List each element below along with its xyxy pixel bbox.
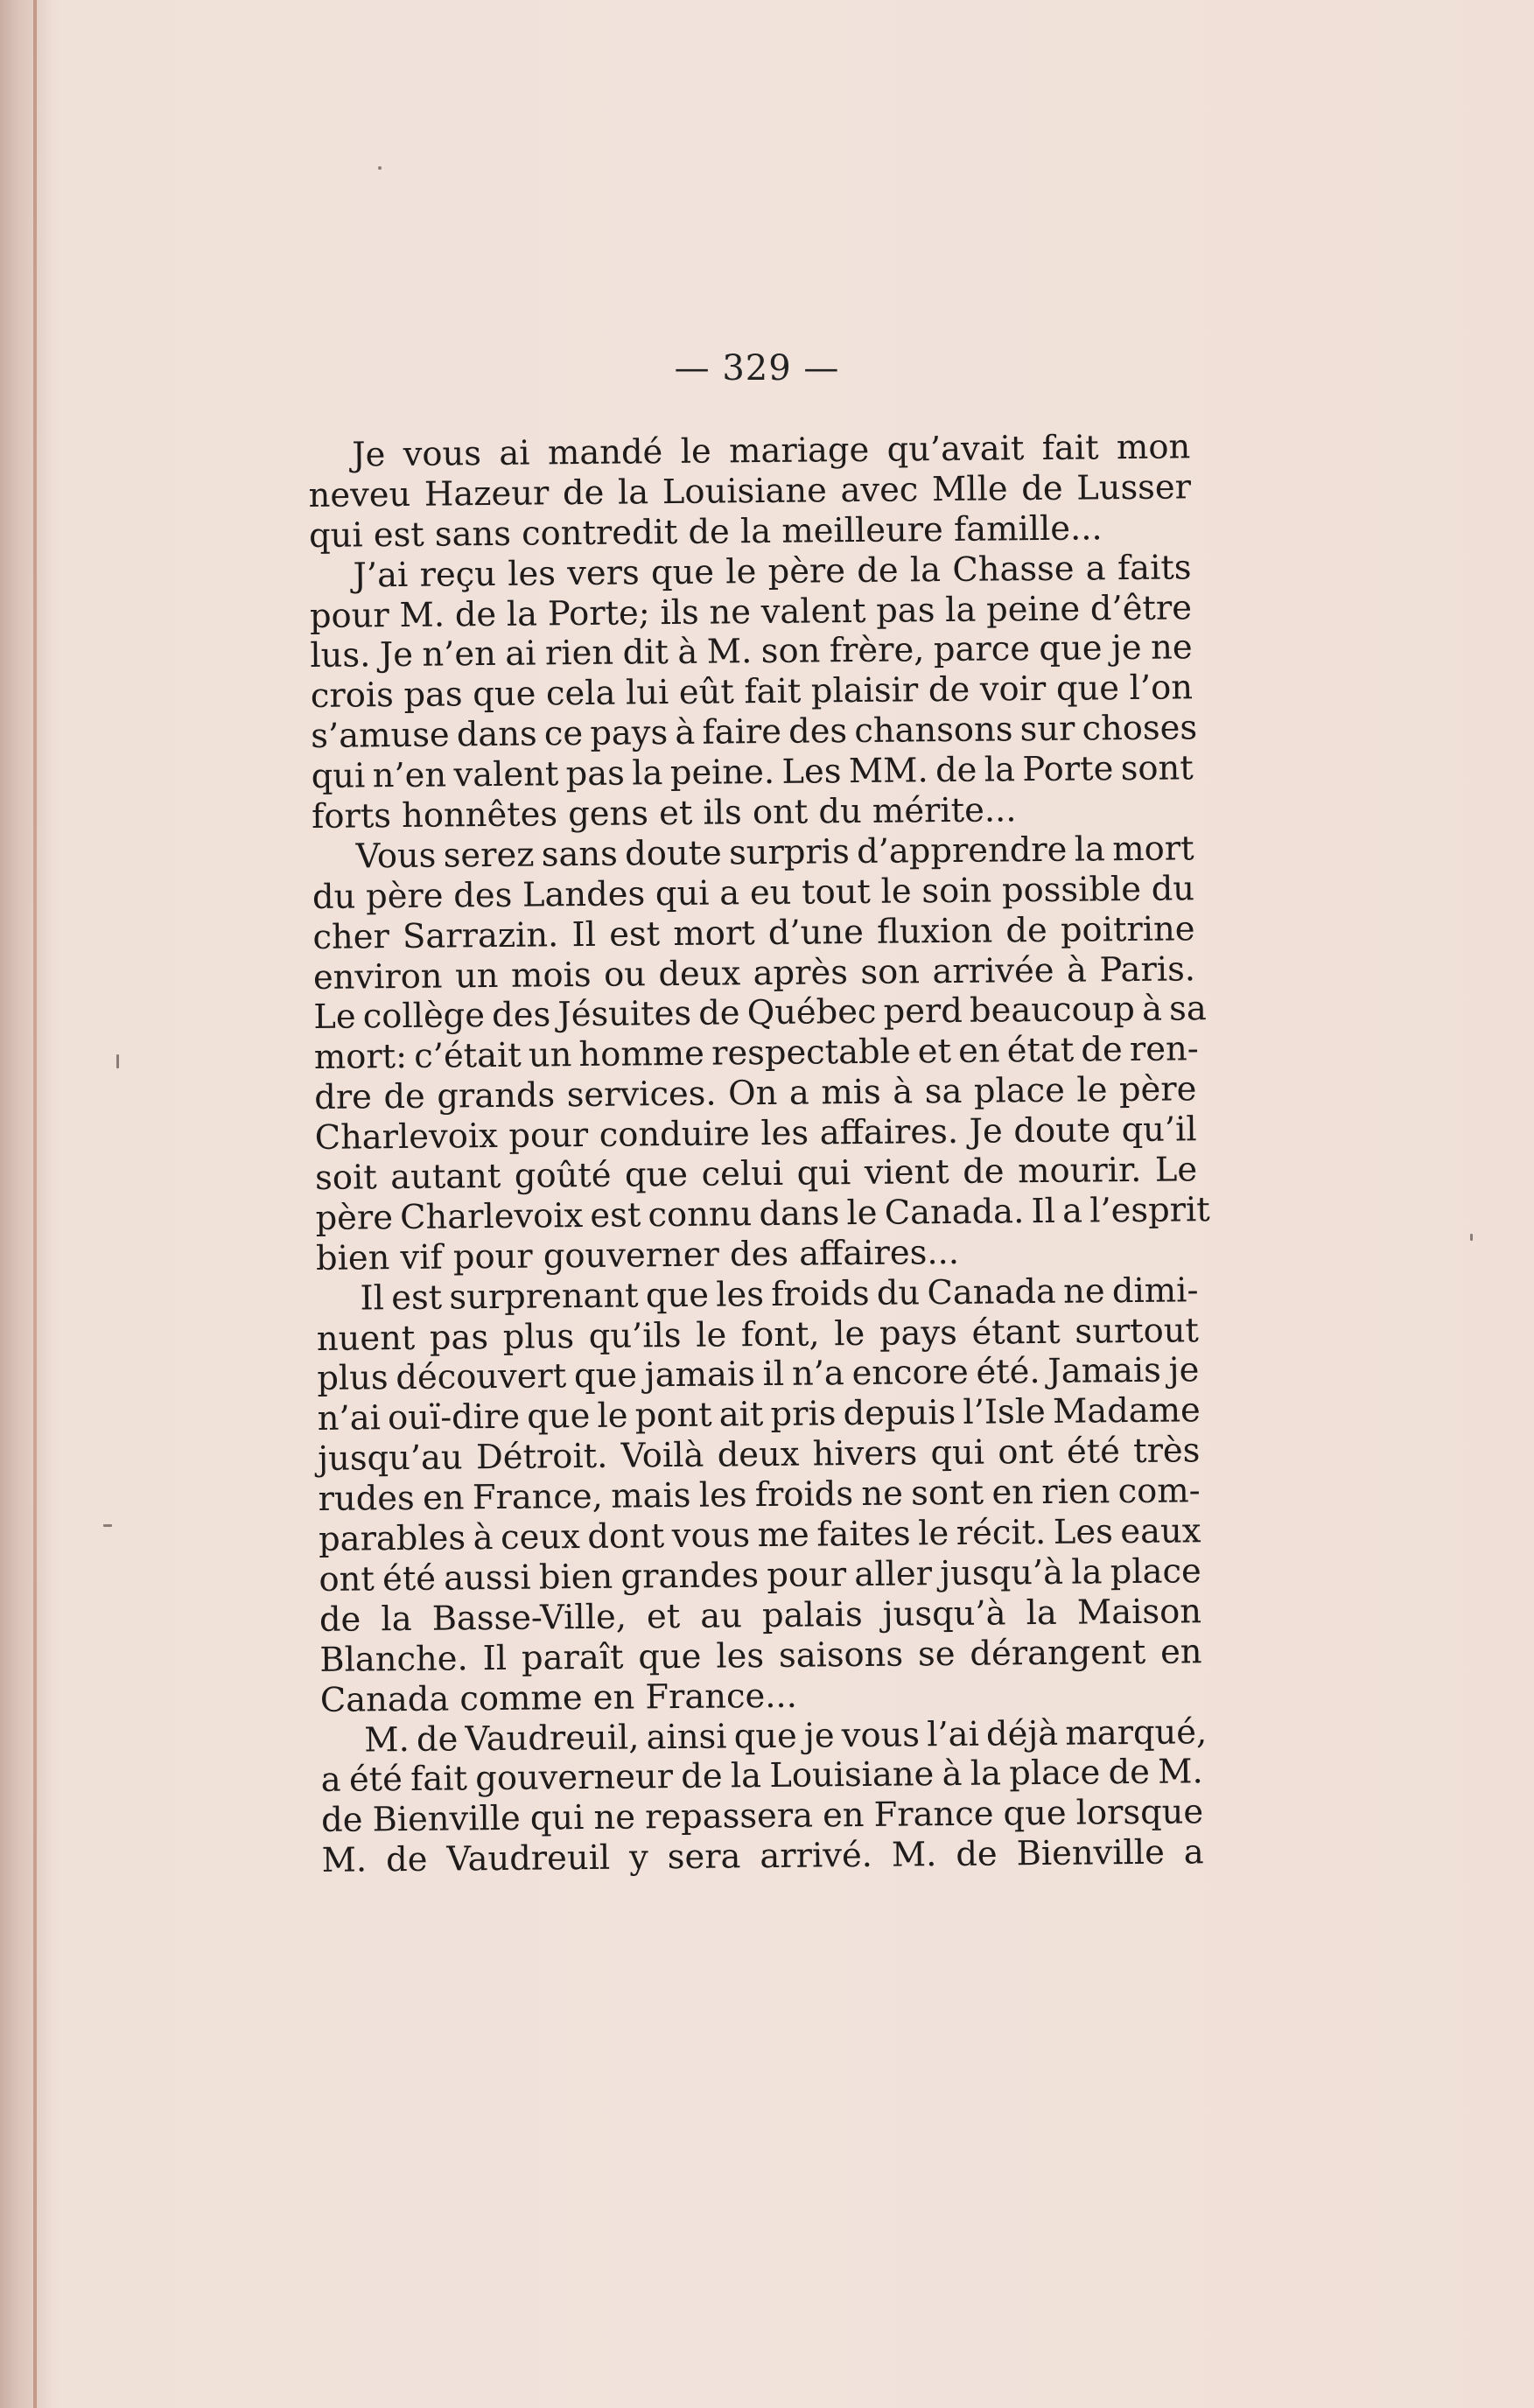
binding-shadow	[0, 0, 53, 2408]
text-line: nuent pas plus qu’ils le font, le pays étant surtout	[316, 1310, 1200, 1359]
text-line: Le collège des Jésuites de Québec perd beaucoup à sa	[313, 989, 1207, 1038]
text-line: bien vif pour gouverner des affaires...	[315, 1232, 960, 1278]
paragraph	[312, 829, 1210, 1278]
text-line: n’ai ouï-dire que le pont ait pris depuis l’Isle Madame	[317, 1390, 1201, 1439]
binding-edge	[33, 0, 37, 2408]
text-line: parables à ceux dont vous me faites le récit. Les eaux	[318, 1511, 1201, 1559]
text-line: du père des Landes qui a eu tout le soin possible du	[312, 869, 1195, 917]
paper-speck	[116, 1054, 119, 1068]
text-line: Je vous ai mandé le mariage qu’avait fait mon	[351, 427, 1191, 475]
text-line: de la Basse-Ville, et au palais jusqu’à la Maison	[319, 1592, 1202, 1640]
paragraph	[309, 547, 1198, 837]
paper-speck	[103, 1524, 112, 1527]
text-line: jusqu’au Détroit. Voilà deux hivers qui ont été très	[318, 1431, 1201, 1480]
text-line: pour M. de la Porte; ils ne valent pas la peine d’être	[309, 587, 1193, 636]
text-line: Charlevoix pour conduire les affaires. Je doute qu’il	[314, 1110, 1197, 1158]
text-line: Il est surprenant que les froids du Canada ne dimi-	[360, 1270, 1199, 1319]
paper-speck	[1470, 1234, 1473, 1241]
text-line: J’ai reçu les vers que le père de la Chasse a faits	[353, 547, 1192, 596]
text-line: s’amuse dans ce pays à faire des chansons sur choses	[311, 708, 1198, 757]
text-line: M. de Vaudreuil, ainsi que je vous l’ai déjà marqué,	[364, 1712, 1208, 1760]
paragraph	[316, 1270, 1202, 1720]
text-line: rudes en France, mais les froids ne sont en rien com-	[318, 1471, 1201, 1520]
text-line: Blanche. Il paraît que les saisons se dérangent en	[319, 1631, 1202, 1680]
text-line: mort: c’était un homme respectable et en état de ren-	[313, 1029, 1199, 1078]
text-line: soit autant goûté que celui qui vient de mourir. Le	[314, 1150, 1198, 1198]
text-line: dre de grands services. On a mis à sa place le père	[314, 1069, 1197, 1118]
text-line: plus découvert que jamais il n’a encore été. Jamais je	[317, 1350, 1200, 1399]
text-line: M. de Vaudreuil y sera arrivé. M. de Bienville a	[321, 1832, 1204, 1881]
text-line: lus. Je n’en ai rien dit à M. son frère, parce que je ne	[310, 627, 1193, 676]
body-text	[308, 427, 1210, 1881]
paragraph	[320, 1712, 1208, 1881]
text-line: de Bienville qui ne repassera en France que lorsque	[320, 1792, 1204, 1841]
text-line: qui n’en valent pas la peine. Les MM. de la Porte sont	[311, 748, 1194, 797]
text-line: Vous serez sans doute surpris d’apprendre la mort	[355, 829, 1194, 877]
page-number: — 329 —	[674, 348, 840, 388]
paragraph	[308, 427, 1191, 556]
text-line: environ un mois ou deux après son arrivée à Paris.	[312, 948, 1196, 998]
text-line: cher Sarrazin. Il est mort d’une fluxion de poitrine	[312, 908, 1195, 957]
text-line: crois pas que cela lui eût fait plaisir de voir que l’on	[310, 668, 1194, 717]
text-line: a été fait gouverneur de la Louisiane à la place de M.	[320, 1752, 1203, 1801]
text-line: père Charlevoix est connu dans le Canada. Il a l’esprit	[315, 1190, 1210, 1238]
paper-speck	[378, 166, 382, 170]
text-line: qui est sans contredit de la meilleure famille...	[308, 508, 1103, 556]
text-line: Canada comme en France...	[319, 1676, 798, 1720]
text-line: neveu Hazeur de la Louisiane avec Mlle de Lusser	[308, 467, 1192, 515]
text-line: forts honnêtes gens et ils ont du mérite...	[311, 790, 1017, 836]
text-line: ont été aussi bien grandes pour aller jusqu’à la place	[319, 1551, 1201, 1600]
